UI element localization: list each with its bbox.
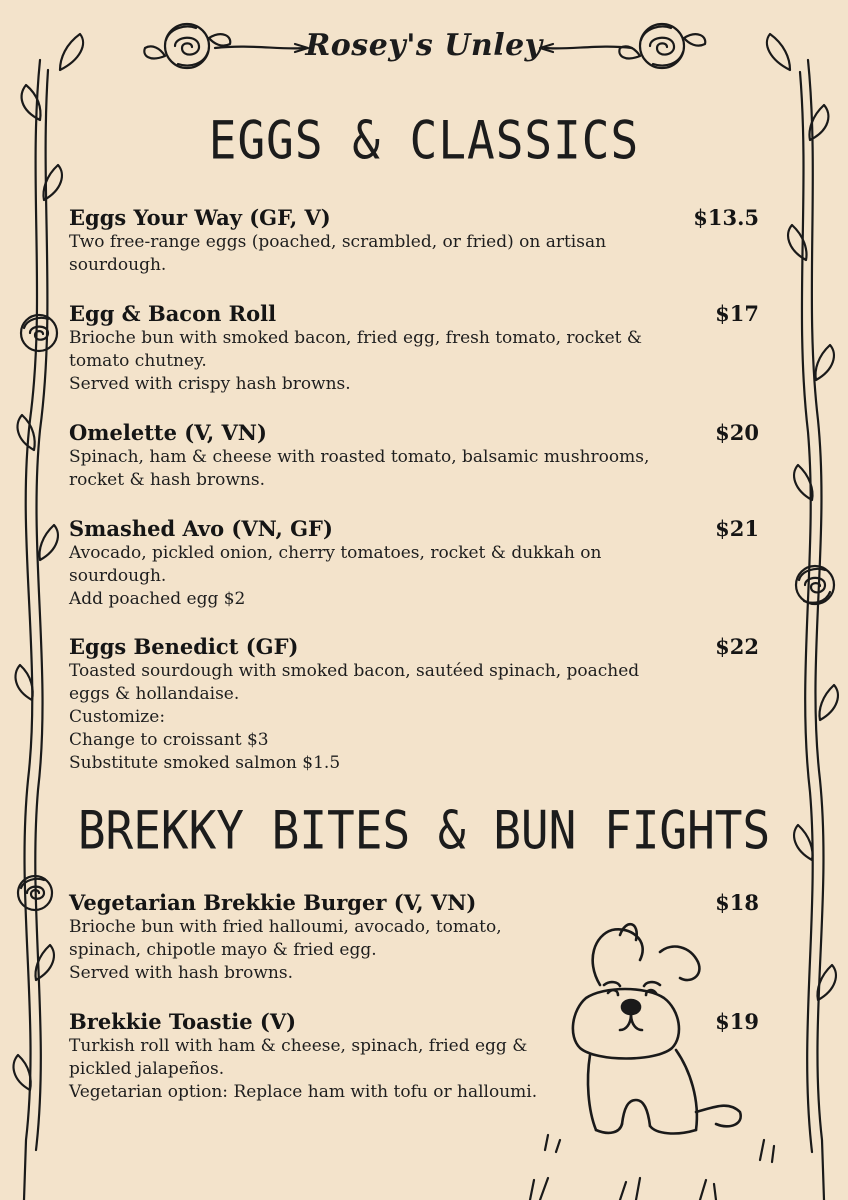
item-price: $17 [715, 301, 759, 326]
description-line: Two free-range eggs (poached, scrambled, or fried) on artisan [69, 232, 607, 252]
description-line: Add poached egg $2 [69, 589, 246, 609]
item-name: Smashed Avo (VN, GF) [69, 516, 333, 541]
item-description [69, 542, 759, 611]
rose-left-lower [18, 876, 52, 910]
menu-item-vegetarian-brekkie-burger [69, 890, 759, 985]
menu-item-omelette [69, 420, 759, 492]
menu-item-smashed-avo [69, 516, 759, 611]
item-name: Vegetarian Brekkie Burger (V, VN) [69, 890, 477, 915]
item-price: $21 [715, 516, 759, 541]
item-price: $18 [715, 890, 759, 915]
description-line: sourdough. [69, 566, 167, 586]
rose-right-middle [796, 566, 834, 604]
description-line: Served with crispy hash browns. [69, 374, 351, 394]
description-line: spinach, chipotle mayo & fried egg. [69, 940, 377, 960]
description-line: tomato chutney. [69, 351, 207, 371]
item-description [69, 231, 759, 277]
description-line: Vegetarian option: Replace ham with tofu or halloumi. [69, 1082, 538, 1102]
description-line: pickled jalapeños. [69, 1059, 225, 1079]
description-line: Change to croissant $3 [69, 730, 269, 750]
section-title-brekky-bites: BREKKY BITES & BUN FIGHTS [77, 798, 771, 862]
description-line: rocket & hash browns. [69, 470, 266, 490]
menu-item-eggs-benedict [69, 634, 759, 775]
description-line: eggs & hollandaise. [69, 684, 240, 704]
description-line: Substitute smoked salmon $1.5 [69, 753, 341, 773]
left-vine-stem [24, 60, 40, 1200]
menu-item-eggs-your-way [69, 205, 759, 277]
item-price: $22 [715, 634, 759, 659]
item-description [69, 327, 759, 396]
item-name: Omelette (V, VN) [69, 420, 267, 445]
item-description [69, 446, 759, 492]
item-name: Egg & Bacon Roll [69, 301, 277, 326]
menu-item-egg-bacon-roll [69, 301, 759, 396]
description-line: Spinach, ham & cheese with roasted tomato, balsamic mushrooms, [69, 447, 650, 467]
description-line: sourdough. [69, 255, 167, 275]
item-name: Eggs Benedict (GF) [69, 634, 299, 659]
item-description [69, 1035, 759, 1104]
item-price: $19 [715, 1009, 759, 1034]
description-line: Served with hash browns. [69, 963, 293, 983]
item-name: Brekkie Toastie (V) [69, 1009, 297, 1034]
right-vine-stem [808, 60, 824, 1200]
description-line: Toasted sourdough with smoked bacon, sautéed spinach, poached [69, 661, 640, 681]
rose-left-upper [21, 315, 57, 351]
item-price: $20 [715, 420, 759, 445]
item-price: $13.5 [693, 205, 759, 230]
menu-item-brekkie-toastie [69, 1009, 759, 1104]
restaurant-name: Rosey's Unley [305, 28, 543, 63]
section-title-eggs-classics: EGGS & CLASSICS [208, 108, 640, 172]
description-line: Brioche bun with smoked bacon, fried egg, fresh tomato, rocket & [69, 328, 643, 348]
description-line: Avocado, pickled onion, cherry tomatoes, rocket & dukkah on [69, 543, 602, 563]
description-line: Customize: [69, 707, 166, 727]
description-line: Turkish roll with ham & cheese, spinach, fried egg & [69, 1036, 528, 1056]
item-description [69, 660, 759, 775]
description-line: Brioche bun with fried halloumi, avocado, tomato, [69, 917, 502, 937]
item-name: Eggs Your Way (GF, V) [69, 205, 331, 230]
item-description [69, 916, 759, 985]
